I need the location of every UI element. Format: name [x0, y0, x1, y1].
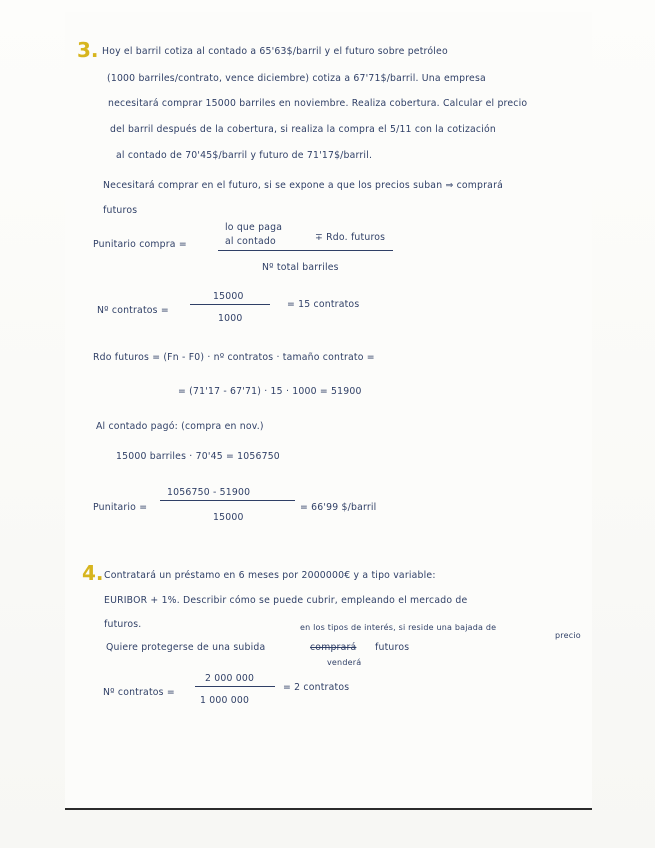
punitario-numerator-result-term: ∓ Rdo. futuros [315, 232, 386, 243]
punitario-numerator-line-2: al contado [225, 236, 276, 247]
exercise-4-ncontratos-fraction-bar [195, 686, 275, 687]
punitario-final-fraction-bar [160, 500, 295, 501]
punitario-numerator-line-1: lo que paga [225, 222, 283, 233]
exercise-4-solution-line-b: futuros [375, 642, 410, 653]
punitario-fraction-bar [218, 250, 393, 251]
punitario-denominator: Nº total barriles [262, 262, 339, 273]
contado-payment-line: Al contado pagó: (compra en nov.) [96, 421, 264, 432]
exercise-3-statement-line-5: al contado de 70'45$/barril y futuro de 71'17$/barril. [116, 150, 373, 161]
exercise-4-inserted-note: en los tipos de interés, si reside una bajada de [300, 623, 497, 632]
exercise-3-statement-line-4: del barril después de la cobertura, si realiza la compra el 5/11 con la cotización [110, 124, 496, 135]
ncontratos-denominator: 1000 [218, 313, 243, 324]
exercise-4-solution-line-a: Quiere protegerse de una subida [106, 642, 266, 653]
punitario-label: Punitario compra = [93, 239, 187, 250]
punitario-final-label: Punitario = [93, 502, 148, 513]
exercise-4-number: 4. [82, 561, 104, 585]
ncontratos-result: = 15 contratos [287, 299, 360, 310]
rdo-futuros-calculation: = (71'17 - 67'71) · 15 · 1000 = 51900 [178, 386, 362, 397]
ncontratos-label: Nº contratos = [97, 305, 169, 316]
exercise-4-statement-line-2: EURIBOR + 1%. Describir cómo se puede cubrir, empleando el mercado de [104, 595, 468, 606]
exercise-4-statement-line-1: Contratará un préstamo en 6 meses por 2000000€ y a tipo variable: [104, 570, 436, 581]
exercise-4-ncontratos-denominator: 1 000 000 [200, 695, 250, 706]
exercise-3-number: 3. [77, 38, 99, 62]
page-bottom-edge [65, 808, 592, 810]
exercise-4-ncontratos-label: Nº contratos = [103, 687, 175, 698]
exercise-3-solution-line-1: Necesitará comprar en el futuro, si se expone a que los precios suban ⇒ comprará [103, 180, 503, 191]
exercise-3-statement-line-1: Hoy el barril cotiza al contado a 65'63$/barril y el futuro sobre petróleo [102, 46, 448, 57]
exercise-4-correction-word: venderá [327, 658, 362, 667]
contado-payment-calculation: 15000 barriles · 70'45 = 1056750 [116, 451, 280, 462]
punitario-final-denominator: 15000 [213, 512, 244, 523]
punitario-final-result: = 66'99 $/barril [300, 502, 377, 513]
exercise-3-solution-line-2: futuros [103, 205, 138, 216]
exercise-4-statement-line-3: futuros. [104, 619, 142, 630]
exercise-3-statement-line-2: (1000 barriles/contrato, vence diciembre) cotiza a 67'71$/barril. Una empresa [107, 73, 486, 84]
ncontratos-fraction-bar [190, 304, 270, 305]
rdo-futuros-formula: Rdo futuros = (Fn - F0) · nº contratos · tamaño contrato = [93, 352, 375, 363]
exercise-4-inserted-note-end: precio [555, 631, 581, 640]
punitario-final-numerator: 1056750 - 51900 [167, 487, 251, 498]
exercise-4-ncontratos-result: = 2 contratos [283, 682, 350, 693]
exercise-4-struck-word: comprará [310, 642, 357, 653]
exercise-3-statement-line-3: necesitará comprar 15000 barriles en noviembre. Realiza cobertura. Calcular el precio [108, 98, 528, 109]
ncontratos-numerator: 15000 [213, 291, 244, 302]
exercise-4-ncontratos-numerator: 2 000 000 [205, 673, 255, 684]
